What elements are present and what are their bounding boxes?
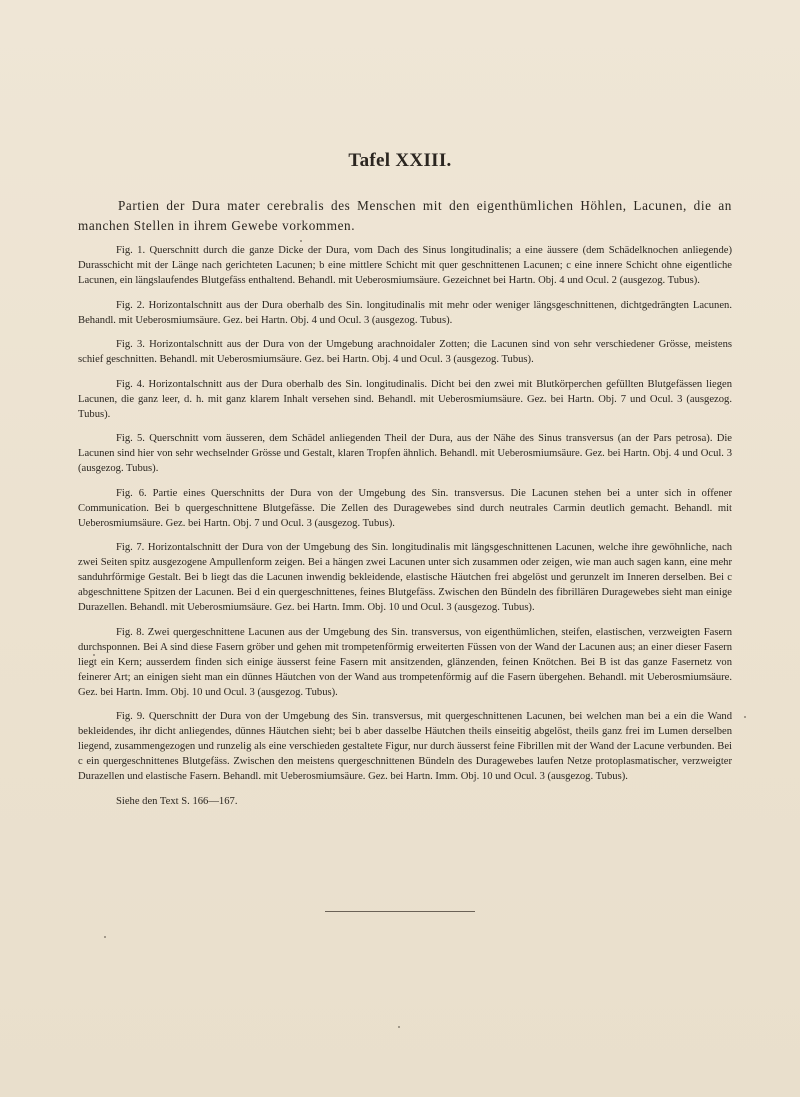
figure-captions bbox=[78, 243, 732, 819]
figure-caption bbox=[78, 709, 732, 784]
figure-caption bbox=[78, 625, 732, 700]
figure-text: Querschnitt durch die ganze Dicke der Dura, vom Dach des Sinus longitudinalis; a eine äussere (dem Schädelknochen anliegende) Durasschicht mit der Länge nach gerichteten Lacunen; b eine mittlere Schicht mit quer geschnittenen Lacunen; c eine innere Schicht ohne eigentliche Lacunen, ein längslaufendes Blutgefäss enthaltend. Behandl. mit Ueberosmiumsäure. Gezeichnet bei Hartn. Obj. 4 und Ocul. 2 (ausgezog. Tubus). bbox=[78, 245, 732, 286]
figure-label: Fig. 2. bbox=[116, 299, 145, 311]
text-reference-note: Siehe den Text S. 166—167. bbox=[116, 795, 238, 807]
figure-label: Fig. 8. bbox=[116, 626, 145, 638]
plate-title: Tafel XXIII. bbox=[348, 150, 452, 171]
figure-text: Partie eines Querschnitts der Dura von der Umgebung des Sin. transversus. Die Lacunen stehen bei a unter sich in offener Communication. Bei b quergeschnittene Blutgefässe. Die Zellen des Duragewebes sind durch neutrales Carmin deutlich gemacht. Behandl. mit Ueberosmiumsäure. Gez. bei Hartn. Obj. 7 und Ocul. 3 (ausgezog. Tubus). bbox=[78, 487, 732, 529]
figure-text: Horizontalschnitt der Dura von der Umgebung des Sin. longitudinalis mit längsgeschnittenen Lacunen, welche ihre gewöhnliche, nach zwei Seiten spitz ausgezogene Ampullenform zeigen. Bei a hängen zwei Lacunen unter sich zusammen oder zeigen, wie man auch sagen kann, eine mehr sanduhrförmige Gestalt. Bei b liegt das die Lacunen inwendig bekleidende, elastische Häutchen frei abgelöst und gerunzelt im Inneren derselben. Bei c abgeschnittene Spitzen der Lacunen. Bei d ein quergeschnittenes, feines Blutgefäss. Zwischen den Bündeln des fibrillären Duragewebes sieht man einige Durazellen. Behandl. mit Ueberosmiumsäure. Gez. bei Hartn. Imm. Obj. 10 und Ocul. 3 (ausgezog. Tubus). bbox=[78, 542, 733, 613]
figure-caption bbox=[78, 243, 732, 288]
figure-text: Querschnitt der Dura von der Umgebung des Sin. transversus, mit quergeschnittenen Lacunen, bei welchen man bei a ein die Wand bekleidendes, ihr dicht anliegendes, dünnes Häutchen sieht; bei b aber dasselbe Häutchen theils einseitig abgelöst, theils ganz frei im Lumen derselben liegend, zusammengezogen und runzelig als eine verschieden gestaltete Figur, nur durch äusserst feine Fibrillen mit der Wand der Lacune verbunden. Bei c ein quergeschnittenes Blutgefäss. Zwischen den meistens quergeschnittenen Bündeln des Duragewebes laufen Netze protoplasmatischer, verzweigter Durazellen und elastische Fasern. Behandl. mit Ueberosmiumsäure. Gez. bei Hartn. Imm. Obj. 10 und Ocul. 3 (ausgezog. Tubus). bbox=[78, 711, 732, 782]
figure-caption bbox=[78, 337, 732, 367]
figure-label: Fig. 7. bbox=[116, 542, 145, 553]
figure-text: Querschnitt vom äusseren, dem Schädel anliegenden Theil der Dura, aus der Nähe des Sinus transversus (an der Pars petrosa). Die Lacunen sind hier von sehr wechselnder Grösse und Gestalt, klaren Tropfen ähnlich. Behandl. mit Ueberosmiumsäure. Gez. bei Hartn. Obj. 4 und Ocul. 3 (ausgezog. Tubus). bbox=[78, 433, 732, 474]
figure-text: Zwei quergeschnittene Lacunen aus der Umgebung des Sin. transversus, von eigenthümlichen, steifen, elastischen, verzweigten Fasern durchsponnen. Bei A sind diese Fasern gröber und gehen mit trompetenförmig erweiterten Füssen von der Wand der Lacunen aus; an einer dieser Fasern liegt ein Kern; ausserdem finden sich einige äusserst feine Fasern mit ansitzenden, glänzenden, feinen Knötchen. Bei B ist das ganze Fasernetz von feinerer Art; an einigen sieht man ein dünnes Häutchen von der Wand aus trompetenförmig auf die Fasern übergehen. Behandl. mit Ueberosmiumsäure. Gez. bei Hartn. Imm. Obj. 10 und Ocul. 3 (ausgezog. Tubus). bbox=[78, 626, 732, 698]
paper-speck bbox=[300, 240, 302, 242]
figure-text: Horizontalschnitt aus der Dura von der Umgebung arachnoidaler Zotten; die Lacunen sind von sehr verschiedener Grösse, meistens schief geschnitten. Behandl. mit Ueberosmiumsäure. Gez. bei Hartn. Obj. 4 und Ocul. 3 (ausgezog. Tubus). bbox=[78, 339, 733, 365]
paper-speck bbox=[398, 1026, 400, 1028]
plate-intro: Partien der Dura mater cerebralis des Menschen mit den eigenthümlichen Höhlen, Lacunen, die an manchen Stellen in ihrem Gewebe vorkommen. bbox=[78, 198, 732, 233]
paper-speck bbox=[93, 654, 95, 656]
figure-caption bbox=[78, 431, 732, 476]
figure-label: Fig. 1. bbox=[116, 245, 146, 256]
figure-label: Fig. 9. bbox=[116, 711, 145, 722]
figure-caption bbox=[78, 377, 732, 422]
figure-label: Fig. 4. bbox=[116, 378, 145, 390]
figure-text: Horizontalschnitt aus der Dura oberhalb des Sin. longitudinalis mit mehr oder weniger längsgeschnittenen, dichtgedrängten Lacunen. Behandl. mit Ueberosmiumsäure. Gez. bei Hartn. Obj. 4 und Ocul. 3 (ausgezog. Tubus). bbox=[78, 299, 733, 326]
closing-rule bbox=[325, 911, 475, 912]
figure-label: Fig. 6. bbox=[116, 487, 147, 499]
figure-caption bbox=[78, 298, 732, 328]
paper-speck bbox=[744, 716, 746, 718]
figure-caption bbox=[78, 486, 732, 531]
paper-speck bbox=[104, 936, 106, 938]
figure-caption bbox=[78, 540, 732, 615]
figure-label: Fig. 3. bbox=[116, 339, 145, 350]
figure-text: Horizontalschnitt aus der Dura oberhalb des Sin. longitudinalis. Dicht bei den zwei mit Blutkörperchen gefüllten Blutgefässen liegen Lacunen, die ganz leer, d. h. mit ganz klarem Inhalt versehen sind. Behandl. mit Ueberosmiumsäure. Gez. bei Hartn. Obj. 7 und Ocul. 3 (ausgezog. Tubus). bbox=[78, 378, 733, 420]
figure-label: Fig. 5. bbox=[116, 433, 145, 444]
